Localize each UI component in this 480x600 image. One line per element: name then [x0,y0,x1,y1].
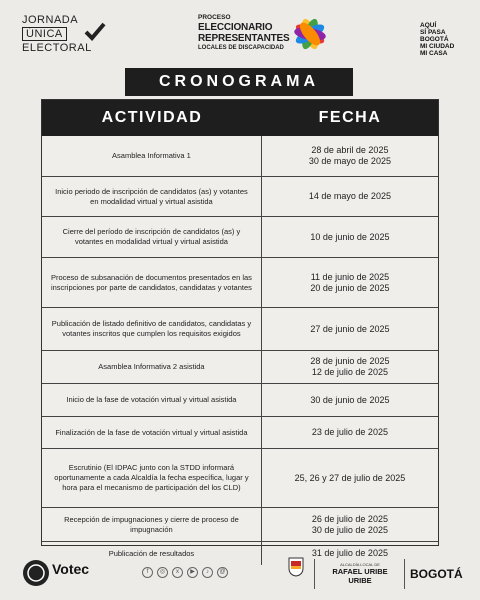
table-row [42,257,438,307]
si-pasa-text: SÍ PASA [420,29,446,36]
table-row [42,416,438,448]
alcaldia-name: RAFAEL URIBE URIBE [332,567,388,585]
youtube-icon: ▶ [187,567,198,578]
aqui-text: AQUÍ [420,22,437,29]
footer-divider [314,559,315,589]
checkmark-icon [84,22,106,42]
web-icon: @ [217,567,228,578]
table-row [42,307,438,350]
unica-text: ÚNICA [22,27,67,41]
actividad-cell: Proceso de subsanación de documentos presentados en las inscripciones por parte de candidatos, candidatas y votantes [42,258,262,307]
table-row [42,136,438,176]
fecha-cell: 25, 26 y 27 de julio de 2025 [294,472,406,483]
facebook-icon: f [142,567,153,578]
header-fecha: FECHA [318,109,382,126]
fecha-cell: 26 de julio de 2025 30 de julio de 2025 [311,513,388,535]
bogota-logo: BOGOTÁ [410,567,463,581]
schedule-table [41,99,439,558]
header-bar [0,0,480,66]
table-row [42,383,438,416]
actividad-cell: Inicio periodo de inscripción de candidatos (as) y votantes en modalidad virtual y virtual asistida [42,177,262,216]
table-row [42,216,438,257]
actividad-cell: Asamblea Informativa 1 [42,136,262,176]
fecha-cell: 28 de junio de 2025 12 de julio de 2025 [310,356,390,377]
footer [0,553,480,600]
header-actividad: ACTIVIDAD [101,109,203,126]
fecha-cell: 11 de junio de 2025 20 de junio de 2025 [310,271,390,293]
electoral-text: ELECTORAL [22,42,92,54]
jornada-text: JORNADA [22,14,79,26]
representantes-text: REPRESENTANTES [198,33,290,44]
proceso-text: PROCESO [198,14,231,21]
x-icon: x [172,567,183,578]
table-row [42,507,438,541]
actividad-cell: Publicación de listado definitivo de candidatos, candidatas y votantes inscritos que cumplen los requisitos exigidos [42,308,262,350]
fecha-cell: 27 de junio de 2025 [310,323,390,334]
votec-logo-icon [22,559,50,587]
actividad-cell: Finalización de la fase de votación virtual y virtual asistida [42,417,262,448]
table-row [42,176,438,216]
colorful-flower-icon [286,6,342,60]
bogota-shield-icon [288,557,304,577]
mi-ciudad-text: MI CIUDAD [420,43,455,50]
actividad-cell: Inicio de la fase de votación virtual y virtual asistida [42,384,262,416]
table-body [42,136,438,565]
fecha-cell: 30 de junio de 2025 [310,394,390,405]
actividad-cell: Asamblea Informativa 2 asistida [42,351,262,383]
actividad-cell: Recepción de impugnaciones y cierre de proceso de impugnación [42,508,262,541]
table-header [42,100,438,136]
bogota-text: BOGOTÁ [420,36,449,43]
fecha-cell: 23 de julio de 2025 [311,427,388,437]
fecha-cell: 28 de abril de 2025 30 de mayo de 2025 [308,145,391,166]
footer-divider [404,559,405,589]
fecha-cell: 31 de julio de 2025 [311,548,388,558]
discapacidad-text: LOCALES DE DISCAPACIDAD [198,45,284,51]
alcaldia-logo [320,562,400,585]
eleccionario-text: ELECCIONARIO [198,22,273,33]
instagram-icon: ◎ [157,567,168,578]
aqui-si-pasa-logo [420,22,470,57]
table-row [42,350,438,383]
actividad-cell: Cierre del período de inscripción de candidatos (as) y votantes en modalidad virtual y virtual asistida [42,217,262,257]
actividad-cell: Escrutinio (El IDPAC junto con la STDD informará oportunamente a cada Alcaldía la fecha específica, lugar y hora para el mecanismo de participación del los CLD) [42,449,262,507]
alcaldia-label: ALCALDÍA LOCAL DE [340,562,380,567]
page-title: CRONOGRAMA [125,68,353,96]
fecha-cell: 14 de mayo de 2025 [308,191,391,201]
fecha-cell: 10 de junio de 2025 [310,231,390,242]
tiktok-icon: ♪ [202,567,213,578]
mi-casa-text: MI CASA [420,50,448,57]
actividad-cell: Publicación de resultados [42,542,262,565]
social-icons [142,567,228,578]
table-row [42,448,438,507]
votec-name: Votec [52,561,90,577]
